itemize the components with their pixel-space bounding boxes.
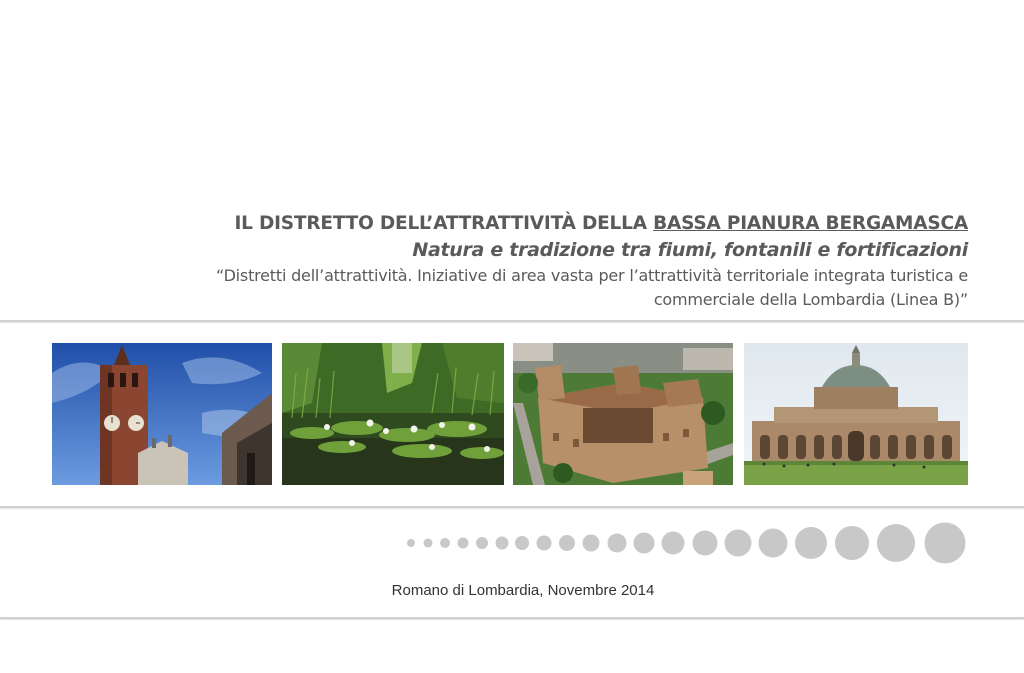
castle-aerial-photo [513,343,733,485]
document-title [68,211,968,237]
top-divider [0,320,1024,322]
bottom-divider [0,617,1024,619]
decorative-dots [0,515,1024,571]
title-prefix: IL DISTRETTO DELL’ATTRATTIVITÀ DELLA [234,213,654,234]
description-line-1: “Distretti dell’attrattività. Iniziative di area vasta per l’attrattività territoriale integrata turistica e [215,266,968,285]
footer-location-date: Romano di Lombardia, Novembre 2014 [391,582,655,599]
sanctuary-photo [744,343,968,485]
document-subtitle: Natura e tradizione tra fiumi, fontanili e fortificazioni [412,239,968,261]
water-lilies-photo [282,343,504,485]
bell-tower-photo [52,343,272,485]
title-block [68,211,968,311]
description-line-2: commerciale della Lombardia (Linea B)” [653,290,968,309]
title-underlined: BASSA PIANURA BERGAMASCA [653,213,968,234]
middle-divider [0,506,1024,508]
